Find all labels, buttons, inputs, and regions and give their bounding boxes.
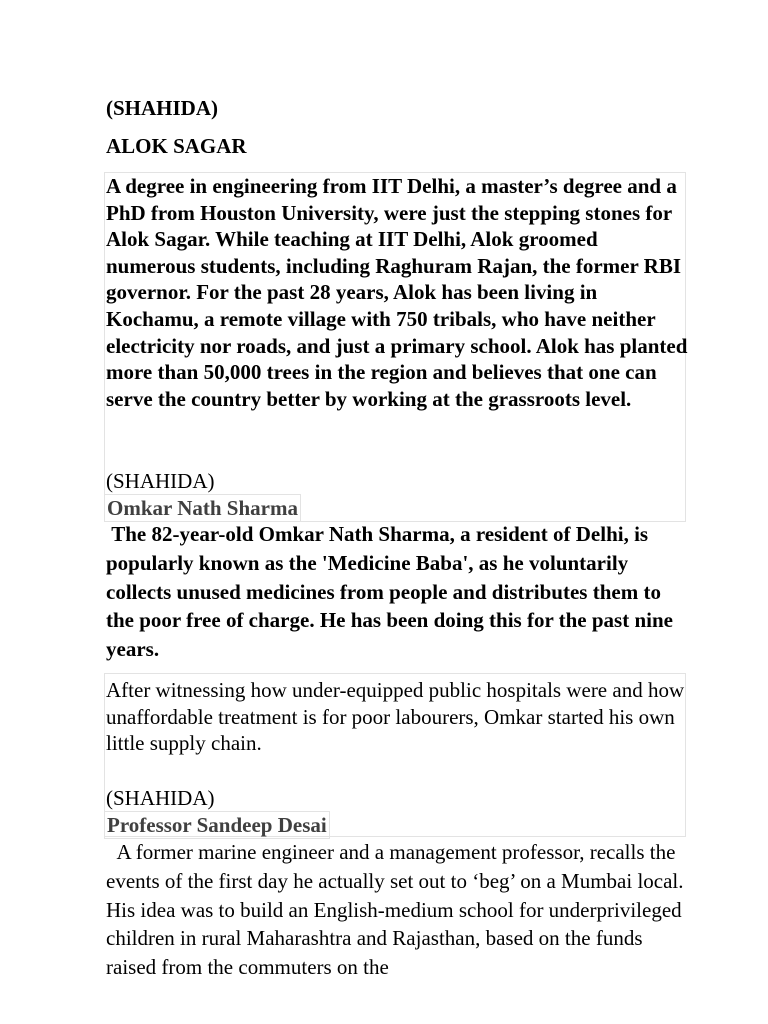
section-heading-alok-sagar: ALOK SAGAR	[106, 134, 247, 158]
author-tag-1: (SHAHIDA)	[106, 96, 219, 120]
paragraph-omkar-nath-sharma: The 82-year-old Omkar Nath Sharma, a resident of Delhi, is popularly known as the 'Medicine Baba', as he voluntarily collects unused medicines from people and distributes them to the poor free of charge. He has been doing this for the past nine years.	[106, 522, 679, 662]
author-tag-2: (SHAHIDA)	[106, 469, 215, 493]
paragraph-omkar-supply-chain: After witnessing how under-equipped public hospitals were and how unaffordable treatment is for poor labourers, Omkar started his own little supply chain.	[106, 678, 685, 755]
section-heading-omkar-nath-sharma: Omkar Nath Sharma	[104, 494, 301, 522]
paragraph-sandeep-desai: A former marine engineer and a management professor, recalls the events of the first day he actually set out to ‘beg’ on a Mumbai local. His idea was to build an English-medium school for underprivileged children in rural Maharashtra and Rajasthan, based on the funds raised from the commuters on the	[106, 840, 689, 980]
paragraph-alok-sagar: A degree in engineering from IIT Delhi, a master’s degree and a PhD from Houston University, were just the stepping stones for Alok Sagar. While teaching at IIT Delhi, Alok groomed numerous students, including Raghuram Rajan, the former RBI governor. For the past 28 years, Alok has been living in Kochamu, a remote village with 750 tribals, who have neither electricity nor roads, and just a primary school. Alok has planted more than 50,000 trees in the region and believes that one can serve the country better by working at the grassroots level.	[106, 174, 688, 411]
author-tag-3: (SHAHIDA)	[106, 786, 215, 810]
section-heading-sandeep-desai: Professor Sandeep Desai	[104, 811, 330, 839]
